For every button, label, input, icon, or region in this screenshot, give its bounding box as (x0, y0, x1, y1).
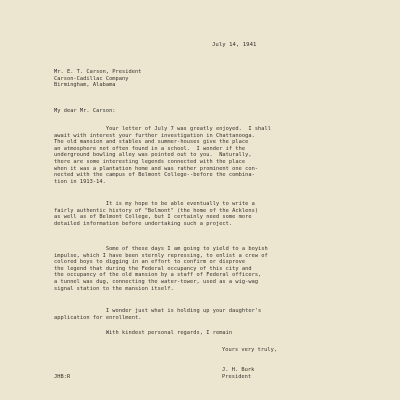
body-line: I wonder just what is holding up your daughter's (54, 308, 262, 314)
address-line: Mr. E. T. Carson, President (54, 69, 142, 75)
body-line: signal station to the mansion itself. (54, 285, 174, 292)
body-line: tion in 1913-14. (54, 178, 106, 185)
complimentary-closing: Yours very truly, (222, 347, 278, 353)
body-line: there are some interesting legends connected with the place (54, 159, 246, 165)
body-line: fairly authentic history of "Belmont" (the home of the Acklens) (54, 207, 259, 214)
body-line: Your letter of July 7 was greatly enjoyed. I shall (54, 126, 272, 132)
signer-title: President (222, 373, 252, 380)
body-line: underground bowling alley was pointed out to you. Naturally, (54, 152, 252, 159)
body-line: colored boys to digging in an effort to confirm or disprove (54, 259, 246, 266)
body-line: a tunnel was dug, connecting the water-tower, used as a wig-wag (54, 279, 259, 285)
body-line: the occupancy of the old mansion by a staff of Federal officers, (54, 272, 262, 279)
signer-name: J. H. Burk (222, 367, 255, 373)
body-line: detailed information before undertaking such a project. (54, 220, 233, 227)
body-line: await with interest your further investigation in Chattanooga. (54, 132, 255, 139)
body-line: application for enrollment. (54, 314, 142, 321)
body-line: the legend that during the Federal occupancy of this city and (54, 265, 252, 272)
body-line: an atmosphere not often found in a school. I wonder if the (54, 145, 246, 152)
body-line: nected with the campus of Belmont College--before the combina- (54, 172, 255, 179)
body-line: impulse, which I have been sternly repressing, to enlist a crew of (54, 252, 268, 259)
body-line: Some of these days I am going to yield to a boyish (54, 246, 268, 252)
body-line: when it was a plantation home and was rather prominent one con- (54, 165, 259, 172)
address-line: Birmingham, Alabama (54, 82, 116, 89)
body-line: The old mansion and stables and summer-houses give the place (54, 139, 249, 146)
address-line: Carson-Cadillac Company (54, 75, 129, 82)
letter-date: July 14, 1941 (212, 42, 257, 48)
body-line: as well as of Belmont College, but I certainly need some more (54, 214, 252, 221)
typist-initials: JHB:R (54, 373, 71, 380)
body-line: With kindest personal regards, I remain (54, 330, 233, 336)
body-line: It is my hope to be able eventually to write a (54, 201, 255, 207)
salutation: My dear Mr. Carson: (54, 108, 116, 114)
